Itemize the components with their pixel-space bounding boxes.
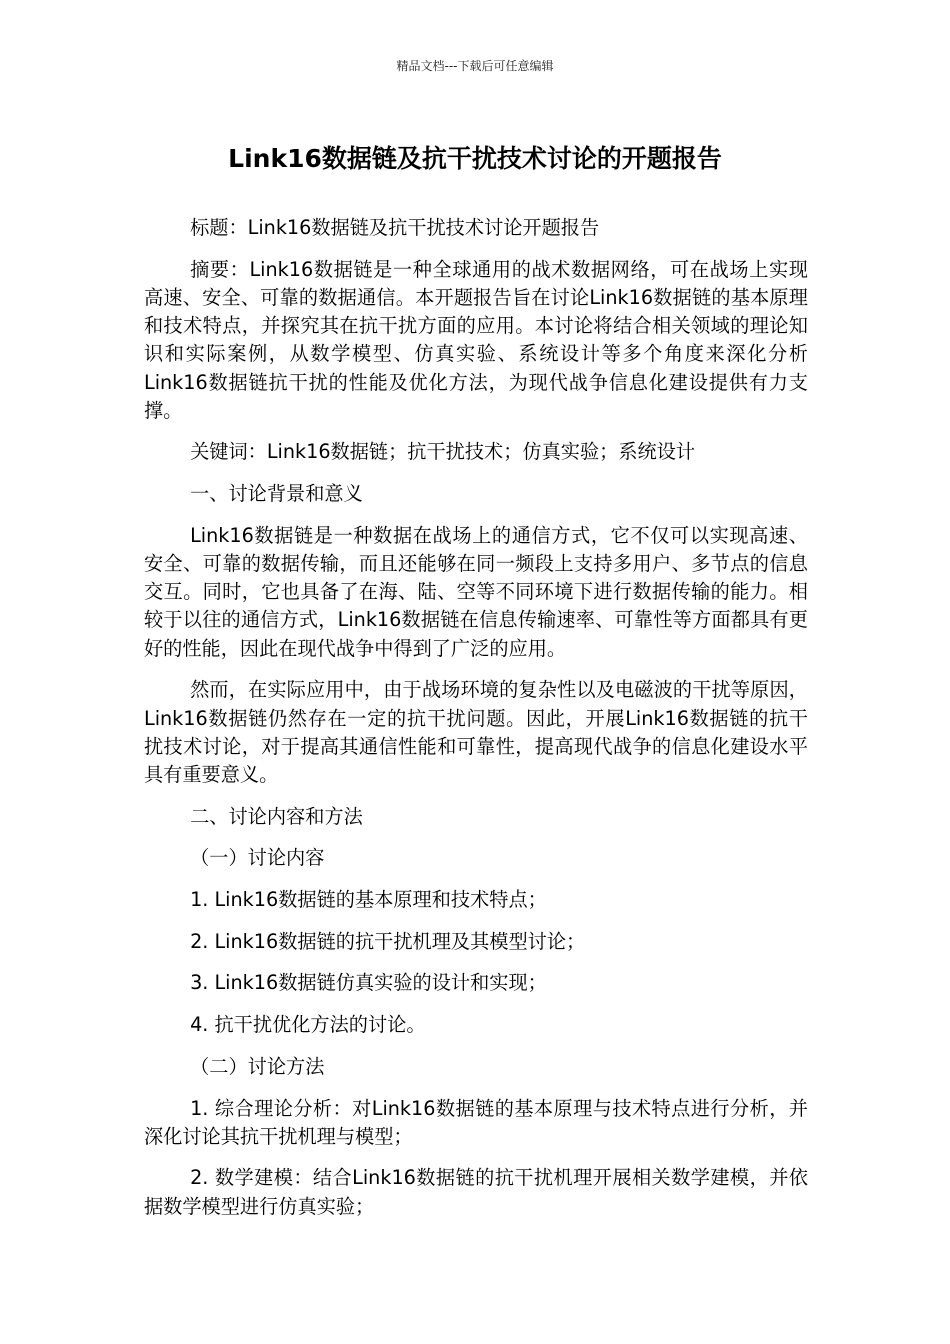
list-item: 2. 数学建模：结合Link16数据链的抗干扰机理开展相关数学建模，并依据数学模型进行仿真实验； bbox=[144, 1166, 808, 1218]
document-title: Link16数据链及抗干扰技术讨论的开题报告 bbox=[228, 144, 722, 173]
paragraph-abstract: 摘要：Link16数据链是一种全球通用的战术数据网络，可在战场上实现高速、安全、可靠的数据通信。本开题报告旨在讨论Link16数据链的基本原理和技术特点，并探究其在抗干扰方面的应用。本讨论将结合相关领域的理论知识和实际案例，从数学模型、仿真实验、系统设计等多个角度来深化分析Link16数据链抗干扰的性能及优化方法，为现代战争信息化建设提供有力支撑。 bbox=[144, 257, 808, 422]
section-heading-content-methods: 二、讨论内容和方法 bbox=[190, 804, 363, 828]
header-note: 精品文档---下载后可任意编辑 bbox=[396, 59, 554, 73]
paragraph-keywords: 关键词：Link16数据链；抗干扰技术；仿真实验；系统设计 bbox=[190, 440, 696, 464]
document-body bbox=[144, 214, 808, 1234]
list-item: 3. Link16数据链仿真实验的设计和实现； bbox=[190, 971, 547, 995]
list-item: 1. 综合理论分析：对Link16数据链的基本原理与技术特点进行分析，并深化讨论其抗干扰机理与模型； bbox=[144, 1096, 808, 1148]
list-item: 4. 抗干扰优化方法的讨论。 bbox=[190, 1013, 426, 1037]
subheading-content: （一）讨论内容 bbox=[190, 846, 325, 870]
list-item: 2. Link16数据链的抗干扰机理及其模型讨论； bbox=[190, 929, 586, 953]
paragraph-background-2: 然而，在实际应用中，由于战场环境的复杂性以及电磁波的干扰等原因，Link16数据链仍然存在一定的抗干扰问题。因此，开展Link16数据链的抗干扰技术讨论，对于提高其通信性能和可靠性，提高现代战争的信息化建设水平具有重要意义。 bbox=[144, 678, 808, 786]
subheading-methods: （二）讨论方法 bbox=[190, 1054, 325, 1078]
paragraph-background-1: Link16数据链是一种数据在战场上的通信方式，它不仅可以实现高速、安全、可靠的数据传输，而且还能够在同一频段上支持多用户、多节点的信息交互。同时，它也具备了在海、陆、空等不同环境下进行数据传输的能力。相较于以往的通信方式，Link16数据链在信息传输速率、可靠性等方面都具有更好的性能，因此在现代战争中得到了广泛的应用。 bbox=[144, 523, 808, 660]
list-item: 1. Link16数据链的基本原理和技术特点； bbox=[190, 888, 547, 912]
paragraph-title-line: 标题：Link16数据链及抗干扰技术讨论开题报告 bbox=[190, 216, 600, 239]
section-heading-background: 一、讨论背景和意义 bbox=[190, 482, 363, 506]
